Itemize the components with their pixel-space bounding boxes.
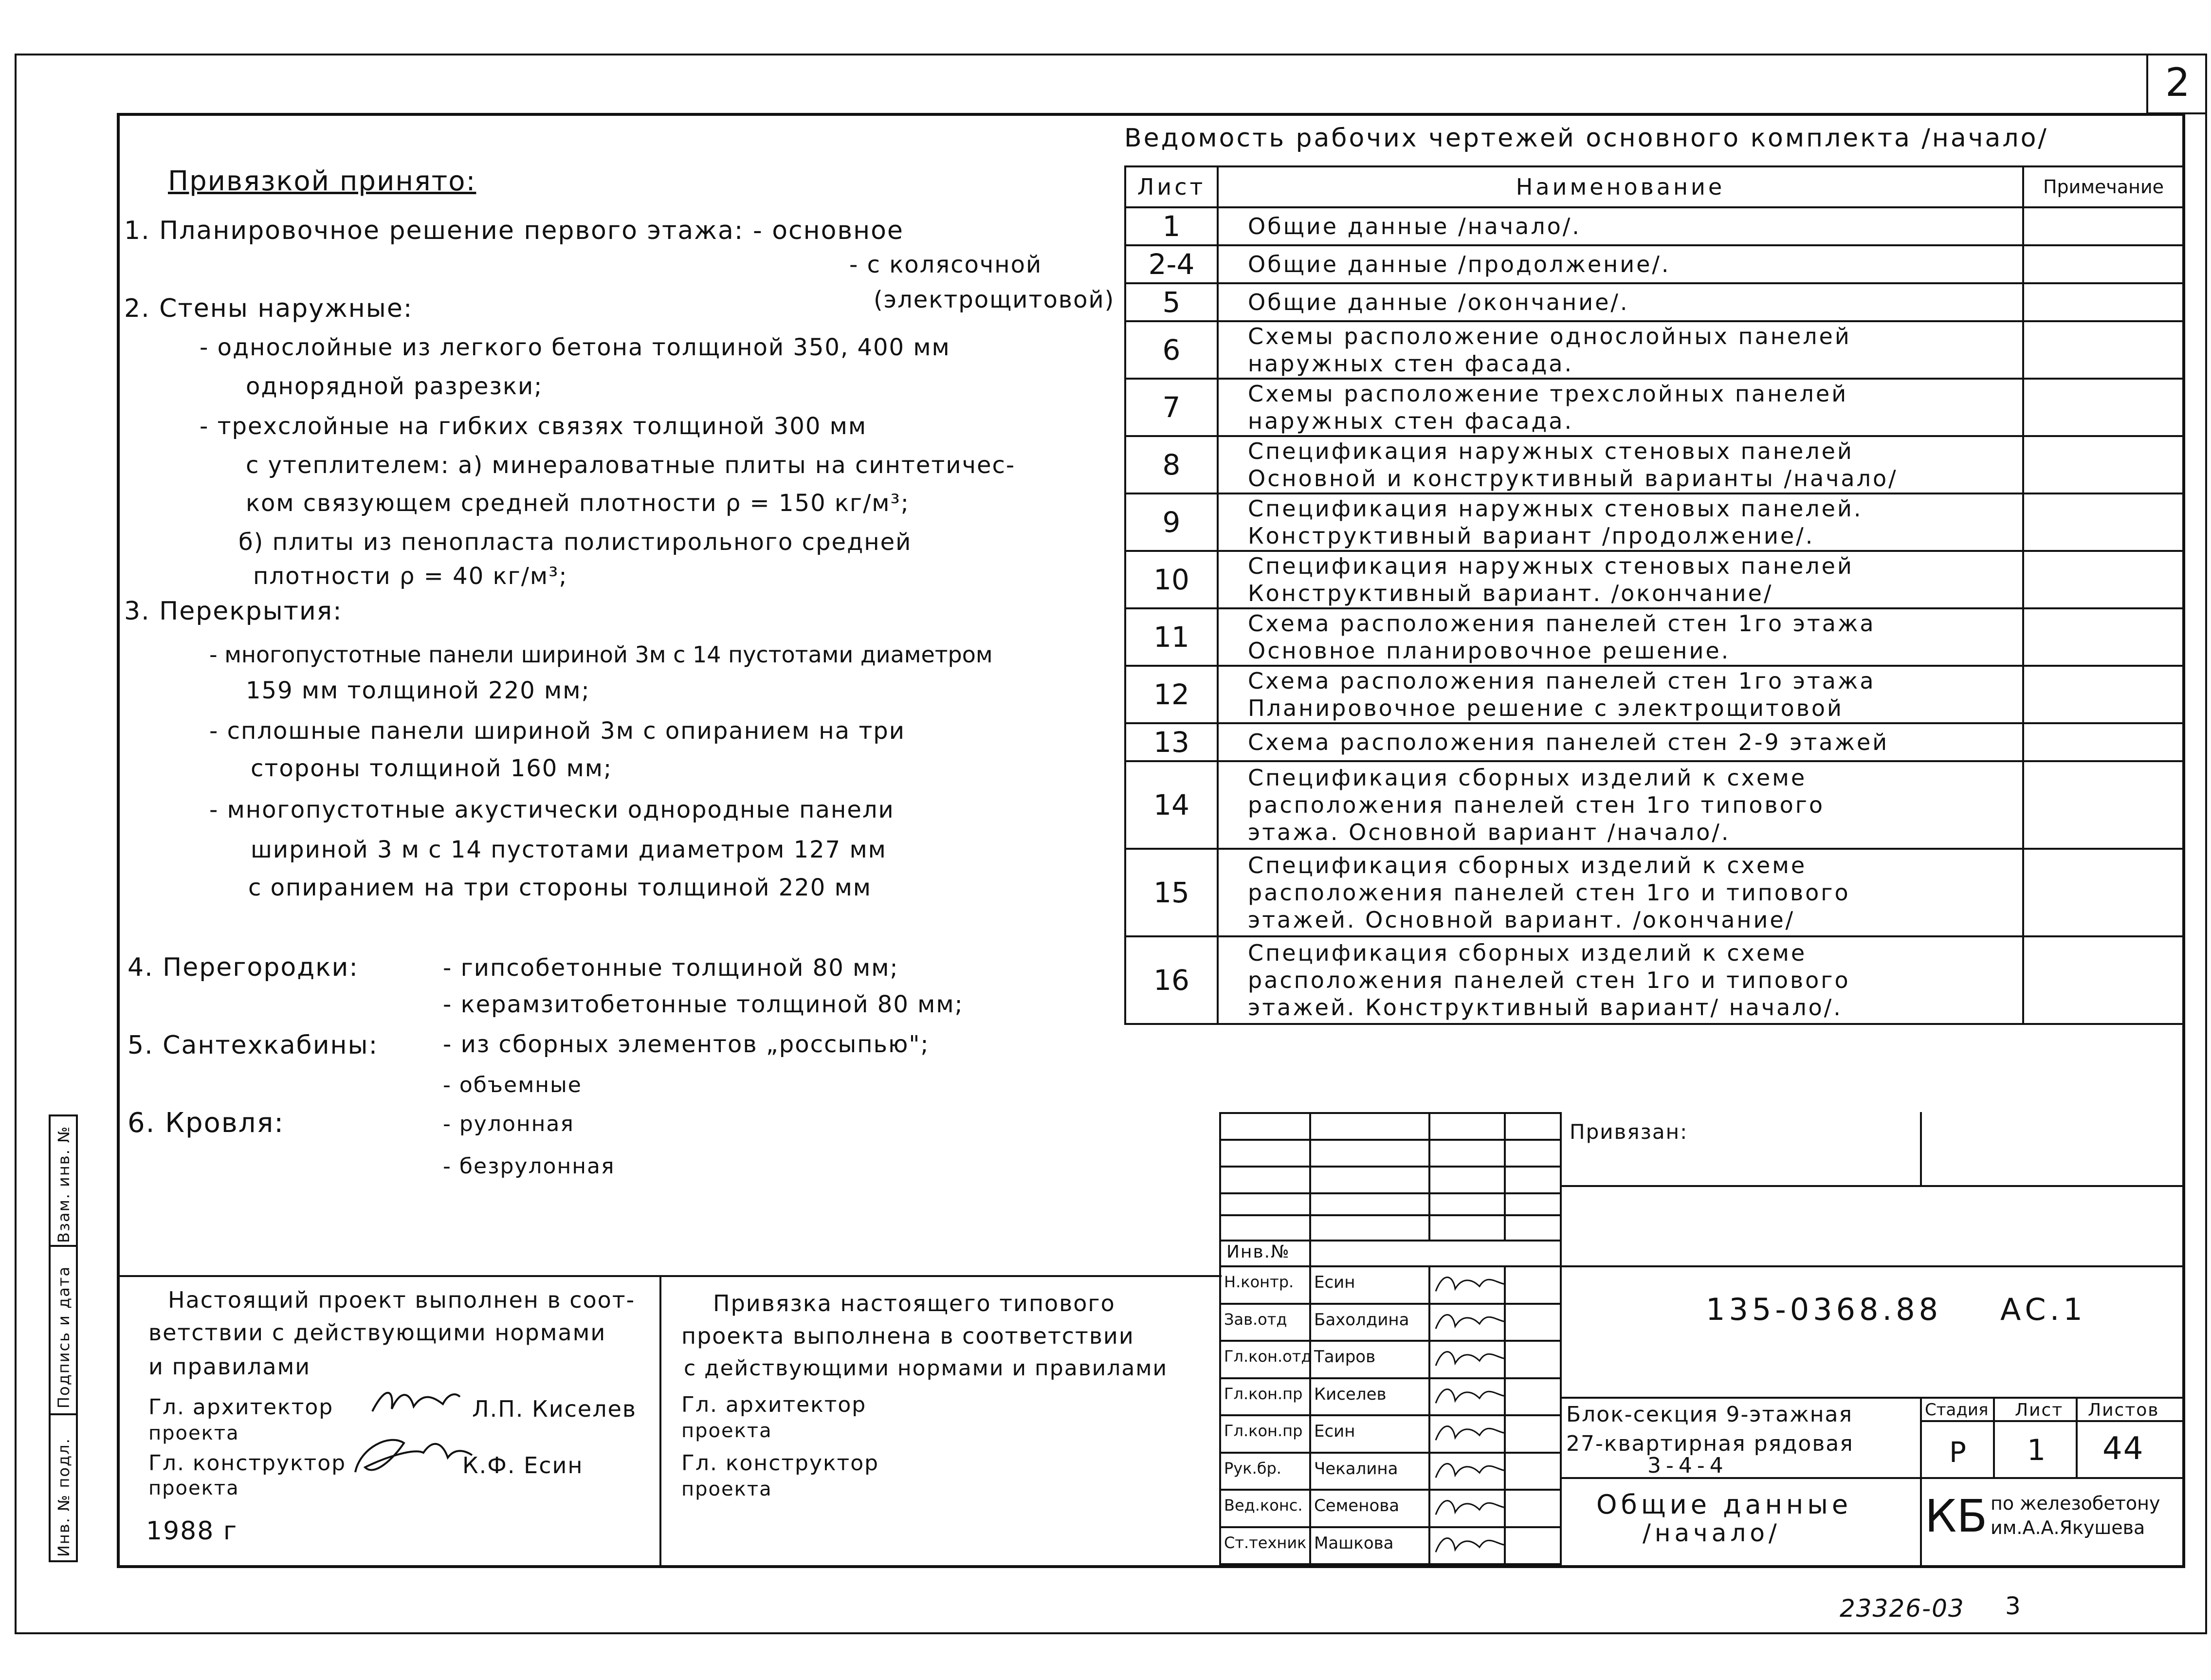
role-signature xyxy=(1433,1529,1506,1561)
compliance-left-arch: Гл. архитектор xyxy=(148,1395,334,1420)
doc-title-line2: /начало/ xyxy=(1643,1519,1781,1547)
sheet-name-line: Схемы расположение однослойных панелей xyxy=(1248,323,1851,349)
compliance-left-arch-name: Л.П. Киселев xyxy=(472,1396,637,1422)
sheet-note-cell xyxy=(2023,493,2184,551)
table-row xyxy=(1125,207,2184,245)
note-item-2a2: однорядной разрезки; xyxy=(246,373,543,400)
sheet-name-line: расположения панелей стен 1го и типового xyxy=(1248,967,1850,993)
sheet-label: Лист xyxy=(2015,1400,2064,1420)
stage-label: Стадия xyxy=(1925,1400,1989,1420)
org-line1: по железобетону xyxy=(1991,1493,2160,1514)
sheet-num-cell: 16 xyxy=(1125,936,1218,1024)
role-title: Вед.конс. xyxy=(1224,1496,1303,1515)
sheet-num-cell: 15 xyxy=(1125,849,1218,936)
role-person: Есин xyxy=(1314,1273,1355,1292)
sheet-name-line: Конструктивный вариант. /окончание/ xyxy=(1248,580,1773,606)
sheet-num-cell: 5 xyxy=(1125,283,1218,321)
privyazan-bottom-line xyxy=(1560,1185,2185,1187)
sheet-num-cell: 12 xyxy=(1125,666,1218,723)
inv-no-label: Инв.№ xyxy=(1226,1242,1290,1262)
role-title: Зав.отд xyxy=(1224,1310,1287,1329)
sheet-list-title: Ведомость рабочих чертежей основного комплекта /начало/ xyxy=(1124,124,2048,153)
role-person: Есин xyxy=(1314,1422,1355,1441)
col-header-name: Наименование xyxy=(1218,166,2023,207)
role-title: Гл.кон.пр xyxy=(1224,1422,1303,1440)
compliance-left-line1: Настоящий проект выполнен в соот- xyxy=(168,1287,636,1313)
note-item-3c2: шириной 3 м с 14 пустотами диаметром 127 мм xyxy=(251,836,887,863)
note-item-1c: (электрощитовой) xyxy=(874,286,1115,313)
sheet-num-cell: 13 xyxy=(1125,723,1218,761)
compliance-left-arch2: проекта xyxy=(148,1422,239,1444)
sheet-num-cell: 8 xyxy=(1125,436,1218,493)
sheet-name-line: Спецификация наружных стеновых панелей. xyxy=(1248,495,1863,522)
role-row-line xyxy=(1219,1377,1560,1379)
role-row-line xyxy=(1219,1526,1560,1528)
role-signature xyxy=(1433,1454,1506,1487)
sheet-name-line: Схема расположения панелей стен 2-9 этажей xyxy=(1248,729,1889,755)
compliance-right-constr2: проекта xyxy=(681,1478,772,1500)
sheet-list-table xyxy=(1124,165,2185,1025)
footer-code: 23326-03 xyxy=(1840,1594,1965,1623)
note-item-2b2: с утеплителем: а) минераловатные плиты на синтетичес- xyxy=(246,452,1016,479)
revision-grid xyxy=(1219,1112,1560,1240)
sheet-name-line: расположения панелей стен 1го типового xyxy=(1248,792,1825,818)
role-person: Машкова xyxy=(1314,1533,1394,1553)
role-person: Таиров xyxy=(1314,1347,1376,1367)
table-row xyxy=(1125,436,2184,493)
compliance-divider xyxy=(659,1275,661,1567)
sheet-num-cell: 9 xyxy=(1125,493,1218,551)
sheet-note-cell xyxy=(2023,761,2184,849)
table-row xyxy=(1125,493,2184,551)
role-signature xyxy=(1433,1491,1506,1524)
sheet-name-line: Спецификация сборных изделий к схеме xyxy=(1248,940,1807,966)
notes-title: Привязкой принято: xyxy=(168,165,476,197)
sheet-note-cell xyxy=(2023,436,2184,493)
sheet-name-line: наружных стен фасада. xyxy=(1248,350,1574,377)
role-row-line xyxy=(1219,1489,1560,1491)
sheet-name-line: Общие данные /окончание/. xyxy=(1248,289,1629,315)
doc-title-line1: Общие данные xyxy=(1596,1489,1852,1520)
table-row xyxy=(1125,849,2184,936)
sheet-name-line: Схема расположения панелей стен 1го этажа xyxy=(1248,668,1876,694)
sheet-name-cell xyxy=(1218,436,2023,493)
sheet-name-cell xyxy=(1218,245,2023,283)
note-item-5a: - из сборных элементов „россыпью"; xyxy=(443,1031,930,1058)
sheets-value: 44 xyxy=(2102,1431,2144,1467)
sheet-name-line: Схемы расположение трехслойных панелей xyxy=(1248,381,1848,407)
role-signature xyxy=(1433,1268,1506,1300)
note-item-4: 4. Перегородки: xyxy=(128,953,359,982)
sheet-name-cell xyxy=(1218,493,2023,551)
note-item-3c1: - многопустотные акустически однородные панели xyxy=(209,796,895,823)
sheet-name-line: Общие данные /продолжение/. xyxy=(1248,251,1671,277)
sheet-name-line: этажей. Основной вариант. /окончание/ xyxy=(1248,907,1795,933)
role-row-line xyxy=(1219,1303,1560,1305)
note-item-5b: - объемные xyxy=(443,1073,582,1097)
sheet-num-cell: 10 xyxy=(1125,551,1218,608)
table-row xyxy=(1125,761,2184,849)
role-person: Киселев xyxy=(1314,1384,1387,1404)
note-item-6b: - безрулонная xyxy=(443,1154,615,1179)
table-row xyxy=(1125,379,2184,436)
note-item-5: 5. Сантехкабины: xyxy=(128,1031,379,1060)
sheet-name-line: Спецификация наружных стеновых панелей xyxy=(1248,438,1854,464)
note-item-3a2: 159 мм толщиной 220 мм; xyxy=(246,677,590,704)
object-line3: 3-4-4 xyxy=(1647,1453,1728,1478)
signature-kiselev xyxy=(370,1382,462,1421)
sheet-num-cell: 2-4 xyxy=(1125,245,1218,283)
sheet-note-cell xyxy=(2023,207,2184,245)
sheet-name-line: наружных стен фасада. xyxy=(1248,408,1574,434)
org-logo: КБ xyxy=(1925,1490,1988,1542)
compliance-left-constr: Гл. конструктор xyxy=(148,1451,347,1476)
note-item-3b2: стороны толщиной 160 мм; xyxy=(251,755,613,782)
privyazan-label: Привязан: xyxy=(1570,1120,1688,1144)
side-stamp-vzam-inv: Взам. инв. № xyxy=(55,1125,73,1243)
role-person: Бахолдина xyxy=(1314,1310,1409,1330)
doc-code: АС.1 xyxy=(2000,1292,2086,1327)
sheet-note-cell xyxy=(2023,849,2184,936)
note-item-1: 1. Планировочное решение первого этажа: - основное xyxy=(124,216,904,245)
note-item-2b3: ком связующем средней плотности ρ = 150 кг/м³; xyxy=(246,490,910,517)
sheet-name-line: Общие данные /начало/. xyxy=(1248,213,1581,239)
table-row xyxy=(1125,608,2184,666)
side-stamp-inv-podl: Инв. № подл. xyxy=(55,1438,73,1557)
sheet-num-cell: 1 xyxy=(1125,207,1218,245)
table-row xyxy=(1125,245,2184,283)
sheet-name-line: Спецификация сборных изделий к схеме xyxy=(1248,765,1807,791)
sheet-num-cell: 7 xyxy=(1125,379,1218,436)
compliance-top-line xyxy=(117,1275,1222,1277)
sheet-name-cell xyxy=(1218,723,2023,761)
compliance-right-line3: с действующими нормами и правилами xyxy=(684,1356,1168,1381)
sheet-note-cell xyxy=(2023,379,2184,436)
role-title: Гл.кон.пр xyxy=(1224,1384,1303,1403)
role-signature xyxy=(1433,1305,1506,1338)
col-header-sheet: Лист xyxy=(1125,166,1218,207)
note-item-3a1: - многопустотные панели шириной 3м с 14 пустотами диаметром xyxy=(209,641,993,668)
compliance-right-arch2: проекта xyxy=(681,1420,772,1442)
sheet-note-cell xyxy=(2023,666,2184,723)
role-person: Семенова xyxy=(1314,1496,1400,1516)
sheet-name-cell xyxy=(1218,849,2023,936)
sheet-note-cell xyxy=(2023,321,2184,379)
compliance-left-year: 1988 г xyxy=(146,1516,238,1546)
sheet-num-cell: 14 xyxy=(1125,761,1218,849)
sheet-name-line: Конструктивный вариант /продолжение/. xyxy=(1248,523,1815,549)
role-signature xyxy=(1433,1380,1506,1412)
sheet-name-cell xyxy=(1218,283,2023,321)
org-line2: им.А.А.Якушева xyxy=(1991,1517,2145,1538)
sheet-num-cell: 11 xyxy=(1125,608,1218,666)
sheet-note-cell xyxy=(2023,608,2184,666)
sheet-value: 1 xyxy=(2027,1433,2047,1467)
role-signature xyxy=(1433,1417,1506,1449)
note-item-2b4: б) плиты из пенопласта полистирольного средней xyxy=(238,529,912,556)
role-row-line xyxy=(1219,1563,1560,1565)
compliance-left-constr-name: К.Ф. Есин xyxy=(462,1452,584,1479)
role-person: Чекалина xyxy=(1314,1459,1398,1479)
role-title: Н.контр. xyxy=(1224,1273,1294,1291)
role-signature xyxy=(1433,1342,1506,1375)
table-row xyxy=(1125,321,2184,379)
role-title: Ст.техник xyxy=(1224,1533,1307,1552)
note-item-4b: - керамзитобетонные толщиной 80 мм; xyxy=(443,991,964,1018)
compliance-right-arch: Гл. архитектор xyxy=(681,1392,867,1417)
sheet-name-line: Основной и конструктивный варианты /начало/ xyxy=(1248,465,1898,492)
role-row-line xyxy=(1219,1452,1560,1454)
note-item-3b1: - сплошные панели шириной 3м с опиранием на три xyxy=(209,717,905,745)
sheet-number: 2 xyxy=(2146,54,2207,114)
sheet-name-line: Спецификация сборных изделий к схеме xyxy=(1248,852,1807,878)
table-row xyxy=(1125,551,2184,608)
role-title: Гл.кон.отд xyxy=(1224,1347,1312,1366)
sheets-label: Листов xyxy=(2088,1400,2159,1420)
sheet-name-line: Планировочное решение с электрощитовой xyxy=(1248,695,1844,721)
table-row xyxy=(1125,666,2184,723)
compliance-right-constr: Гл. конструктор xyxy=(681,1451,879,1476)
note-item-4a: - гипсобетонные толщиной 80 мм; xyxy=(443,954,899,982)
compliance-left-line3: и правилами xyxy=(148,1353,311,1380)
sheet-name-line: этажа. Основной вариант /начало/. xyxy=(1248,819,1731,845)
compliance-right-line2: проекта выполнена в соответствии xyxy=(681,1323,1134,1349)
object-line2: 27-квартирная рядовая xyxy=(1566,1431,1854,1456)
note-item-2: 2. Стены наружные: xyxy=(124,294,413,323)
note-item-2b5: плотности ρ = 40 кг/м³; xyxy=(253,563,568,590)
note-item-6: 6. Кровля: xyxy=(128,1107,285,1139)
role-row-line xyxy=(1219,1340,1560,1342)
footer-page: 3 xyxy=(2005,1592,2022,1620)
note-item-2b1: - трехслойные на гибких связях толщиной 300 мм xyxy=(200,413,867,440)
side-stamp-podpis-data: Подпись и дата xyxy=(55,1265,73,1408)
sheet-name-cell xyxy=(1218,207,2023,245)
note-item-1b: - с колясочной xyxy=(849,251,1042,278)
signature-esin xyxy=(350,1428,477,1487)
sheet-name-line: расположения панелей стен 1го и типового xyxy=(1248,879,1850,906)
sheet-note-cell xyxy=(2023,283,2184,321)
roles-list xyxy=(1219,1265,1560,1563)
sheet-name-line: Спецификация наружных стеновых панелей xyxy=(1248,553,1854,579)
sheet-name-cell xyxy=(1218,379,2023,436)
note-item-2a1: - однослойные из легкого бетона толщиной 350, 400 мм xyxy=(200,334,950,361)
sheet-name-line: этажей. Конструктивный вариант/ начало/. xyxy=(1248,994,1843,1021)
sheet-name-cell xyxy=(1218,551,2023,608)
designation-code: 135-0368.88 xyxy=(1706,1292,1942,1327)
sheet-note-cell xyxy=(2023,551,2184,608)
sheet-num-cell: 6 xyxy=(1125,321,1218,379)
side-stamp xyxy=(49,1114,78,1562)
note-item-6a: - рулонная xyxy=(443,1112,574,1136)
note-item-3: 3. Перекрытия: xyxy=(124,597,343,626)
compliance-left-line2: ветствии с действующими нормами xyxy=(148,1319,606,1346)
sheet-name-line: Основное планировочное решение. xyxy=(1248,638,1731,664)
designation-top-line xyxy=(1560,1265,2185,1267)
sheet-name-cell xyxy=(1218,321,2023,379)
privyazan-divider xyxy=(1920,1112,1922,1185)
table-row xyxy=(1125,936,2184,1024)
note-item-3c3: с опиранием на три стороны толщиной 220 мм xyxy=(248,874,872,901)
sheet-name-cell xyxy=(1218,936,2023,1024)
stage-value: Р xyxy=(1949,1436,1967,1469)
sheet-name-line: Схема расположения панелей стен 1го этажа xyxy=(1248,610,1876,637)
col-header-note: Примечание xyxy=(2023,166,2184,207)
role-title: Рук.бр. xyxy=(1224,1459,1281,1478)
object-line1: Блок-секция 9-этажная xyxy=(1566,1402,1853,1427)
role-row-line xyxy=(1219,1414,1560,1416)
sheet-note-cell xyxy=(2023,723,2184,761)
sheet-name-cell xyxy=(1218,666,2023,723)
compliance-right-line1: Привязка настоящего типового xyxy=(713,1290,1115,1316)
sheet-name-cell xyxy=(1218,608,2023,666)
sheet-note-cell xyxy=(2023,245,2184,283)
sheet-name-cell xyxy=(1218,761,2023,849)
compliance-left-constr2: проекта xyxy=(148,1477,239,1499)
sheet-note-cell xyxy=(2023,936,2184,1024)
table-row xyxy=(1125,723,2184,761)
table-row xyxy=(1125,283,2184,321)
